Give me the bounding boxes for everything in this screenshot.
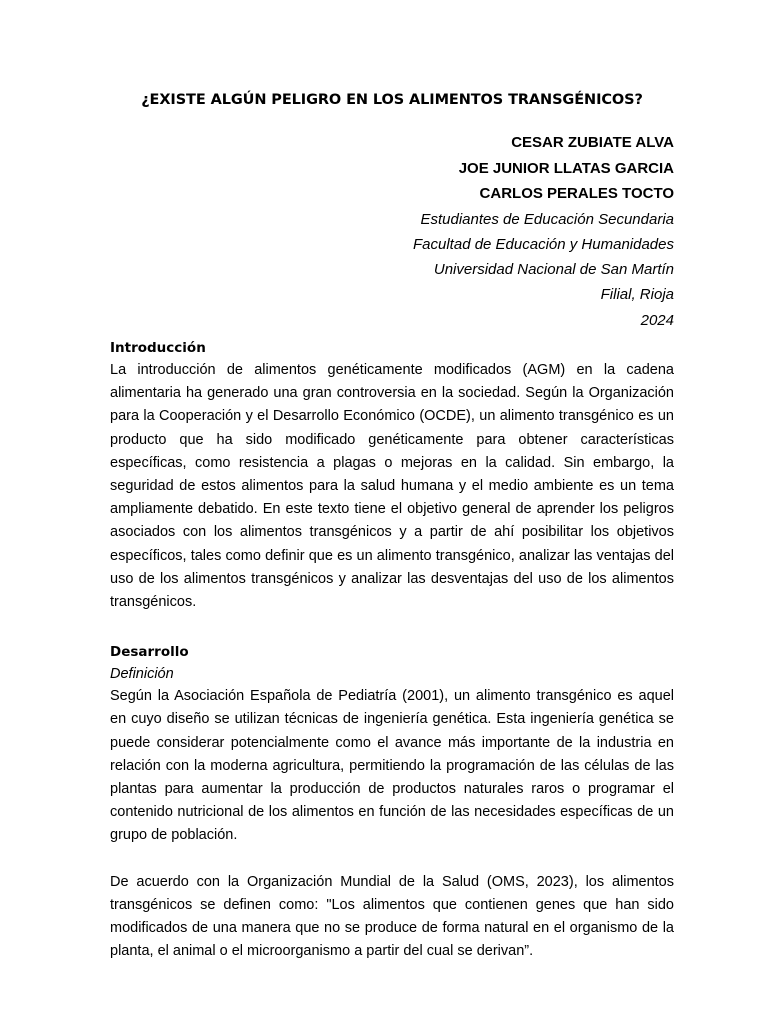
section-heading-introduccion: Introducción	[110, 339, 206, 356]
paragraph-introduccion: La introducción de alimentos genéticamente modificados (AGM) en la cadena alimentaria ha generado una gran controversia en la sociedad. Según la Organización para la Cooperación y el Desarrollo Económico (OCDE), un alimento transgénico es un producto que ha sido modificado genéticamente para obtener características específicas, como resistencia a plagas o mejoras en la calidad. Sin embargo, la seguridad de estos alimentos para la salud humana y el medio ambiente es un tema ampliamente debatido. En este texto tiene el objetivo general de aprender los peligros asociados con los alimentos transgénicos y a partir de ahí posibilitar los objetivos específicos, tales como definir que es un alimento transgénico, analizar las ventajas del uso de los alimentos transgénicos y analizar las desventajas del uso de los alimentos transgénicos.	[110, 361, 674, 611]
paragraph-definicion-1: Según la Asociación Española de Pediatría (2001), un alimento transgénico es aquel en cuyo diseño se utilizan técnicas de ingeniería genética. Esta ingeniería genética se puede considerar potencialmente como el avance más importante de la industria en relación con la moderna agricultura, permitiendo la programación de las células de las plantas para aumentar la producción de productos naturales raros o programar el contenido nutricional de los alimentos en función de las necesidades específicas de un grupo de población.	[110, 688, 674, 844]
affiliation-line: Filial, Rioja	[600, 286, 674, 304]
affiliation-line: Facultad de Educación y Humanidades	[413, 235, 674, 253]
document-page	[110, 86, 674, 963]
author-name: JOE JUNIOR LLATAS GARCIA	[458, 159, 674, 177]
author-name: CARLOS PERALES TOCTO	[479, 185, 674, 202]
affiliation-line: Estudiantes de Educación Secundaria	[420, 210, 674, 228]
paragraph-spacer	[110, 848, 674, 871]
section-heading-desarrollo: Desarrollo	[110, 644, 189, 661]
section-spacer	[110, 614, 674, 637]
document-title: ¿EXISTE ALGÚN PELIGRO EN LOS ALIMENTOS TRANSGÉNICOS?	[141, 92, 643, 108]
affiliation-line: Universidad Nacional de San Martín	[433, 261, 674, 279]
affiliation-year: 2024	[640, 311, 674, 329]
subsection-heading-definicion: Definición	[110, 666, 174, 683]
paragraph-definicion-2: De acuerdo con la Organización Mundial de la Salud (OMS, 2023), los alimentos transgénicos se definen como: "Los alimentos que contienen genes que han sido modificados de una manera que no se produce de forma natural en el organismo de la planta, el animal o el microorganismo a partir del cual se derivan”.	[110, 873, 674, 960]
author-block	[110, 130, 674, 333]
author-name: CESAR ZUBIATE ALVA	[511, 134, 674, 151]
